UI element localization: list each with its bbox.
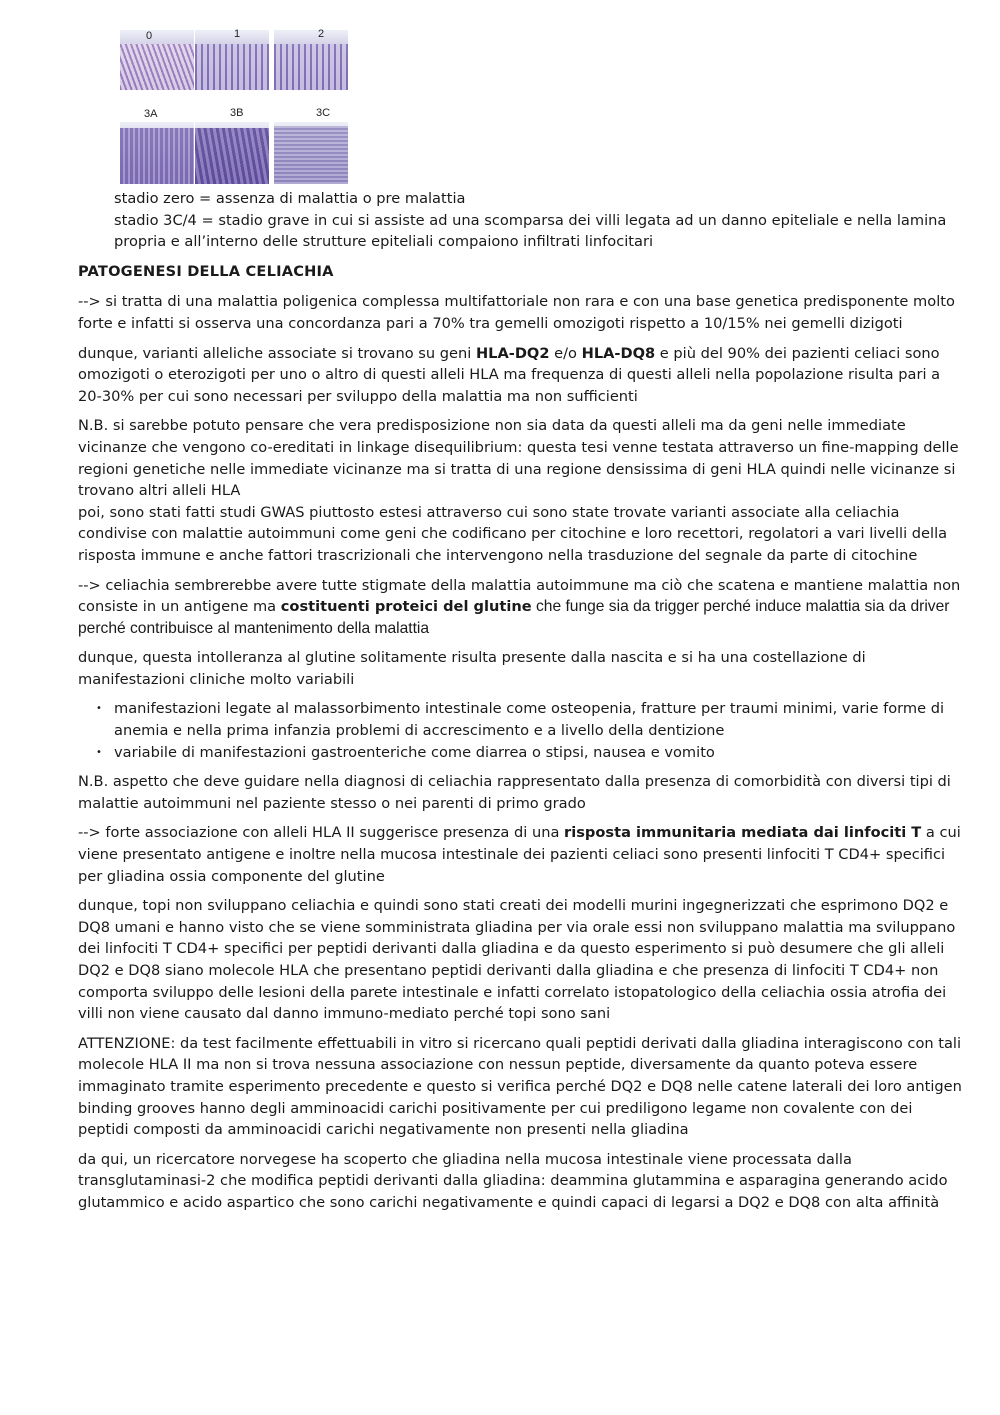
histology-panel-3b [195, 122, 269, 184]
bold-term: risposta immunitaria mediata dai linfociti T [564, 824, 922, 842]
paragraph: --> celiachia sembrerebbe avere tutte stigmate della malattia autoimmune ma ciò che scatena e mantiene malattia non consiste in un antigene ma costituenti proteici del glutine che funge sia da trigger perché induce malattia sia da driver perché contribuisce al mantenimento della malattia [78, 576, 961, 637]
histology-panel-1 [195, 30, 269, 90]
list-item: • manifestazioni legate al malassorbimento intestinale come osteopenia, fratture per traumi minimi, varie forme di anemia e nella prima infanzia problemi di accrescimento e a livello della dentizione [78, 698, 962, 741]
figure-caption: stadio zero = assenza di malattia o pre malattia [114, 190, 466, 207]
panel-label: 3A [144, 108, 158, 120]
histology-panel-3c [274, 122, 348, 184]
gene-name: HLA-DQ2 [475, 344, 550, 362]
bold-term: costituenti proteici del glutine [280, 598, 532, 616]
histology-panel-0 [120, 30, 194, 90]
paragraph: da qui, un ricercatore norvegese ha scoperto che gliadina nella mucosa intestinale viene processata dalla transglutaminasi-2 che modifica peptidi derivanti dalla gliadina: deammina glutammina e asparagina generando acido glutammico e acido aspartico che sono carichi negativamente e quindi capaci di legarsi a DQ2 e DQ8 con alta affinità [78, 1150, 948, 1211]
paragraph: N.B. aspetto che deve guidare nella diagnosi di celiachia rappresentato dalla presenza di comorbidità con diversi tipi di malattie autoimmuni nel paziente stesso o nei parenti di primo grado [78, 773, 951, 812]
paragraph: --> si tratta di una malattia poligenica complessa multifattoriale non rara e con una base genetica predisponente molto forte e infatti si osserva una concordanza pari a 70% tra gemelli omozigoti rispetto a 10/15% nei gemelli dizigoti [78, 293, 955, 332]
paragraph: dunque, questa intolleranza al glutine solitamente risulta presente dalla nascita e si ha una costellazione di manifestazioni cliniche molto variabili [78, 649, 866, 688]
histology-panel-3a [120, 122, 194, 184]
histology-figure [120, 18, 352, 188]
paragraph: --> forte associazione con alleli HLA II suggerisce presenza di una risposta immunitaria mediata dai linfociti T a cui viene presentato antigene e inoltre nella mucosa intestinale dei pazienti celiaci sono presenti linfociti T CD4+ specifici per gliadina ossia componente del glutine [78, 824, 961, 885]
panel-label: 3C [316, 107, 331, 119]
gene-name: HLA-DQ8 [581, 344, 656, 362]
panel-label: 2 [318, 28, 325, 40]
document-page [78, 18, 962, 1222]
panel-label: 3B [230, 107, 244, 119]
histology-panel-2 [274, 30, 348, 90]
panel-label: 1 [234, 28, 241, 40]
bullet-list [78, 698, 962, 763]
panel-label: 0 [146, 30, 153, 42]
paragraph: dunque, varianti alleliche associate si trovano su geni HLA-DQ2 e/o HLA-DQ8 e più del 90% dei pazienti celiaci sono omozigoti o eterozigoti per uno o altro di questi alleli HLA ma frequenza di questi alleli nella popolazione risulta pari a 20-30% per cui sono necessari per sviluppo della malattia ma non sufficienti [78, 344, 941, 405]
list-item: • variabile di manifestazioni gastroenteriche come diarrea o stipsi, nausea e vomito [78, 742, 962, 764]
figure-caption: stadio 3C/4 = stadio grave in cui si assiste ad una scomparsa dei villi legata ad un danno epiteliale e nella lamina propria e all’interno delle strutture epiteliali compaiono infiltrati linfocitari [114, 211, 947, 251]
paragraph: dunque, topi non sviluppano celiachia e quindi sono stati creati dei modelli murini ingegnerizzati che esprimono DQ2 e DQ8 umani e hanno visto che se viene somministrata gliadina per via orale essi non sviluppano malattia ma sviluppano dei linfociti T CD4+ specifici per peptidi derivanti dalla gliadina e da questo esperimento si può desumere che gli alleli DQ2 e DQ8 siano molecole HLA che presentano peptidi derivanti dalla gliadina e che presenza di linfociti T CD4+ non comporta sviluppo delle lesioni della parete intestinale e infatti correlato istopatologico della celiachia ossia atrofia dei villi non viene causato dal danno immuno-mediato perché topi sono sani [78, 897, 956, 1023]
paragraph: ATTENZIONE: da test facilmente effettuabili in vitro si ricercano quali peptidi derivati dalla gliadina interagiscono con tali molecole HLA II ma non si trova nessuna associazione con nessun peptide, diversamente da quanto poteva essere immaginato tramite esperimento precedente e questo si verifica perché DQ2 e DQ8 nelle catene laterali dei loro antigen binding grooves hanno degli amminoacidi carichi positivamente per cui prediligono legame non covalente con dei peptidi composti da amminoacidi carichi negativamente non presenti nella gliadina [78, 1034, 962, 1139]
section-heading: PATOGENESI DELLA CELIACHIA [78, 262, 334, 280]
paragraph: poi, sono stati fatti studi GWAS piuttosto estesi attraverso cui sono state trovate varianti associate alla celiachia condivise con malattie autoimmuni come geni che codificano per citochine e loro recettori, regolatori a vari livelli della risposta immune e anche fattori trascrizionali che intervengono nella trasduzione del segnale da parte di citochine [78, 503, 948, 564]
paragraph: N.B. si sarebbe potuto pensare che vera predisposizione non sia data da questi alleli ma da geni nelle immediate vicinanze che vengono co-ereditati in linkage disequilibrium: questa tesi venne testata attraverso un fine-mapping delle regioni genetiche nelle immediate vicinanze ma si tratta di una regione densissima di geni HLA quindi nelle vicinanze si trovano altri alleli HLA [78, 417, 959, 500]
